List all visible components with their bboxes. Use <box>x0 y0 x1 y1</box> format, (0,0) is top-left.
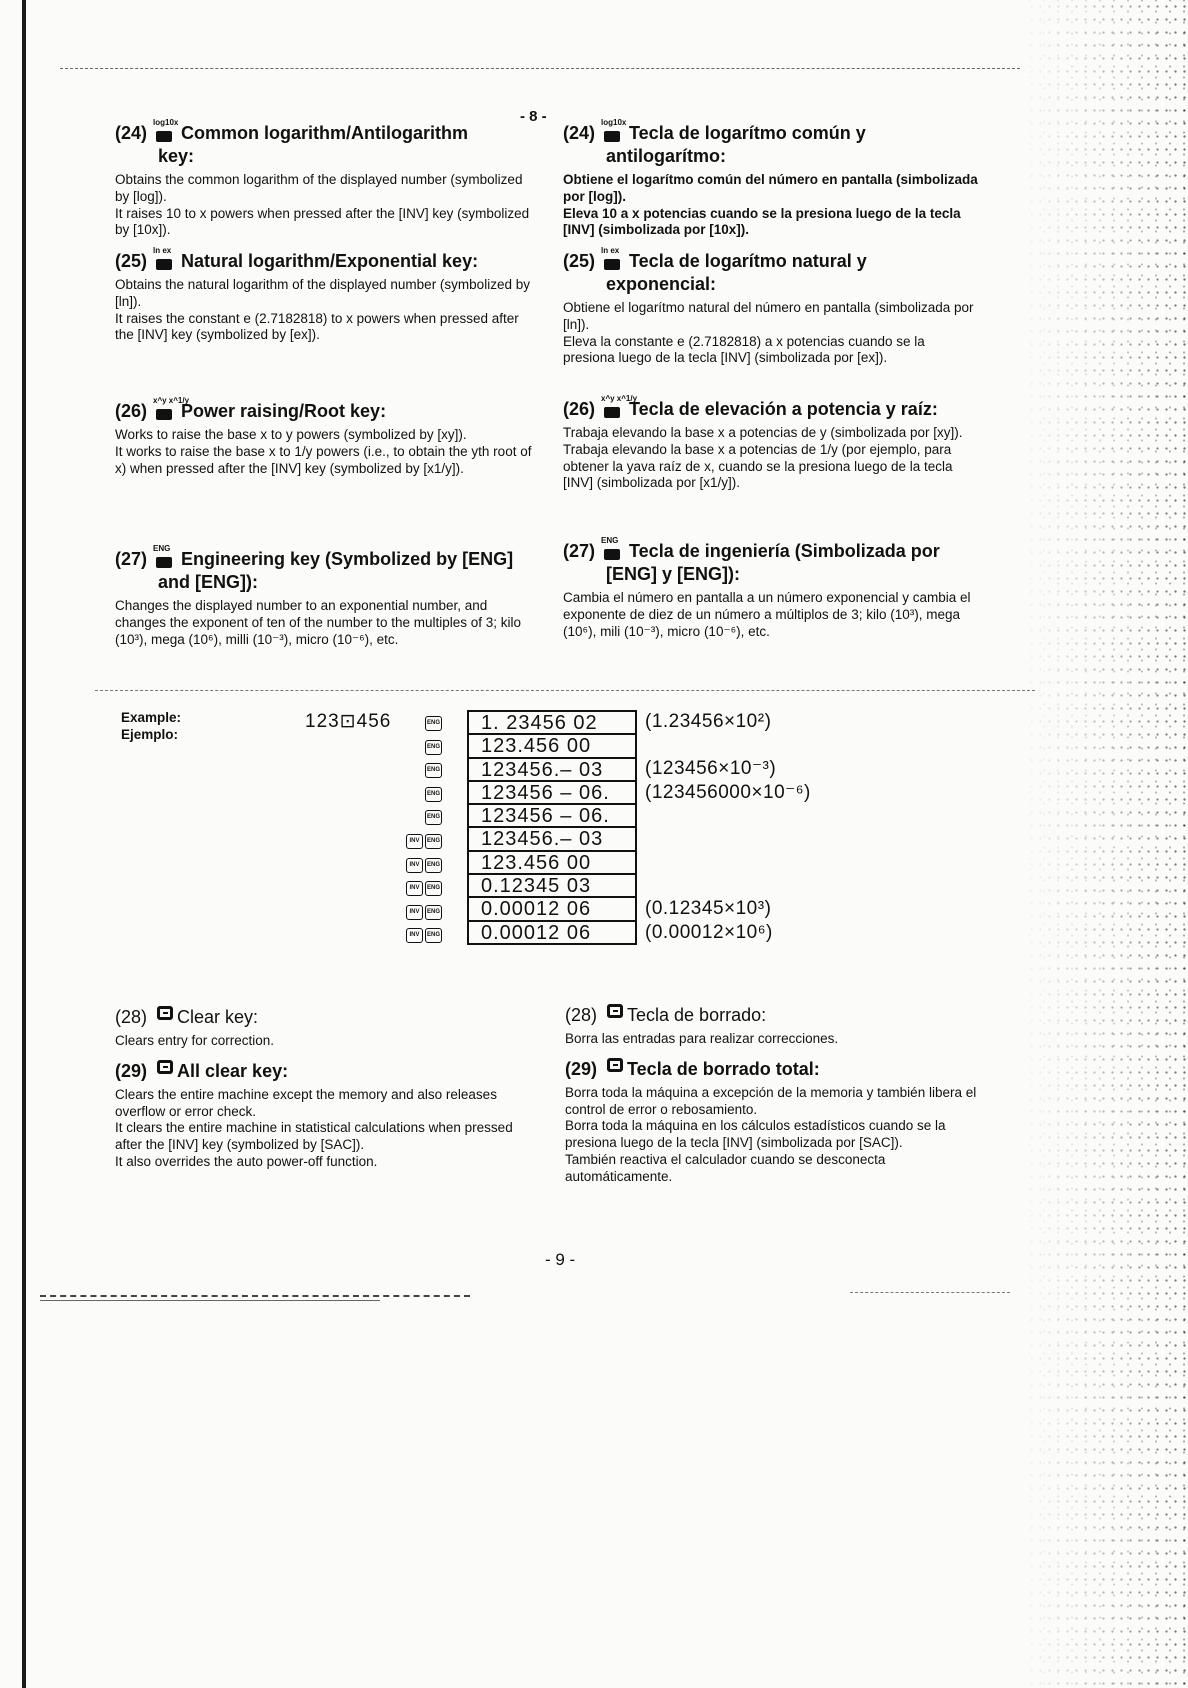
paragraph: Clears the entire machine except the memory and also releases overflow or error check. <box>115 1086 497 1119</box>
display-row: 0.00012 06 <box>469 922 635 945</box>
display-row: 123.456 00 <box>469 852 635 875</box>
section-title: Common logarithm/Antilogarithm <box>181 123 469 143</box>
section-title: Tecla de borrado total: <box>627 1058 820 1079</box>
section-heading <box>115 118 535 145</box>
display-row: 123456 – 06. <box>469 805 635 828</box>
display-row: 123.456 00 <box>469 735 635 758</box>
section-title: Power raising/Root key: <box>181 401 387 421</box>
paragraph: Borra toda la máquina en los cálculos estadísticos cuando se la presiona luego de la tecla [INV] (simbolizada por [SAC]). <box>565 1118 946 1151</box>
eng-key-icon: ENG <box>425 787 442 802</box>
paragraph: Trabaja elevando la base x a potencias de 1/y (por ejemplo, para obtener la yava raíz de x, cuando se la presiona luego de la tecla [INV] (simbolizada por [x1/y]). <box>563 441 953 491</box>
clear-key-icon <box>607 1004 623 1018</box>
paragraph: It works to raise the base x to 1/y powers (i.e., to obtain the yth root of x) when pressed after the [INV] key (symbolized by [x1/y]). <box>115 443 532 476</box>
eng-key-icon: ENG <box>425 881 442 896</box>
section-title-cont: exponencial: <box>606 274 717 294</box>
inv-key-icon: INV <box>406 858 423 873</box>
paragraph: It raises the constant e (2.7182818) to x powers when pressed after the [INV] key (symbolized by [ex]). <box>115 310 519 343</box>
page-number-bottom: - 9 - <box>545 1250 576 1269</box>
eng-key-icon: ENG <box>153 548 175 570</box>
eng-key-icon: ENG <box>425 905 442 920</box>
ln-key-icon: ln ex <box>601 250 623 272</box>
display-readout-table <box>467 710 637 945</box>
inv-key-icon: INV <box>406 905 423 920</box>
section-title: Engineering key (Symbolized by [ENG] <box>181 549 514 569</box>
section-26-en <box>115 396 535 477</box>
eng-key-icon: ENG <box>425 810 442 825</box>
section-title: Clear key: <box>177 1007 259 1027</box>
section-25-es <box>563 246 978 367</box>
section-number: (29) <box>565 1058 598 1079</box>
example-label: Example: <box>121 710 182 725</box>
eng-key-icon: ENG <box>425 928 442 943</box>
inv-key-icon: INV <box>406 881 423 896</box>
section-title: Tecla de borrado: <box>627 1005 767 1025</box>
display-row: 0.12345 03 <box>469 875 635 898</box>
section-number: (28) <box>565 1005 598 1025</box>
page-number-top: - 8 - <box>520 108 547 125</box>
display-row: 1. 23456 02 <box>469 712 635 735</box>
display-row: 123456 – 06. <box>469 782 635 805</box>
clear-key-icon <box>157 1006 173 1020</box>
ln-key-icon: ln ex <box>153 250 175 272</box>
section-title: Tecla de logarítmo natural y <box>629 251 867 271</box>
paragraph: Borra las entradas para realizar correcciones. <box>565 1031 839 1046</box>
section-24-en <box>115 118 535 239</box>
section-title-cont: and [ENG]): <box>158 572 258 592</box>
power-key-icon: x^y x^1/y <box>601 398 623 420</box>
eng-key-icon: ENG <box>601 540 623 562</box>
scan-speckle <box>1018 0 1188 1688</box>
display-row: 123456.– 03 <box>469 828 635 851</box>
section-title: Tecla de logarítmo común y <box>629 123 866 143</box>
paragraph: It also overrides the auto power-off function. <box>115 1153 378 1169</box>
paragraph: Works to raise the base x to y powers (symbolized by [xy]). <box>115 427 467 442</box>
section-number: (27) <box>563 541 596 561</box>
section-number: (27) <box>115 549 148 569</box>
page-edge <box>22 0 26 1688</box>
result-note: (123456×10⁻³) <box>645 758 777 779</box>
result-note: (0.00012×10⁶) <box>645 922 773 943</box>
paragraph: Obtiene el logarítmo natural del número en pantalla (simbolizada por [ln]). <box>563 300 974 332</box>
section-title: Tecla de elevación a potencia y raíz: <box>629 399 938 419</box>
section-number: (26) <box>563 399 596 419</box>
eng-key-icon: ENG <box>425 834 442 849</box>
section-title: Tecla de ingeniería (Simbolizada por <box>629 541 940 561</box>
display-row: 0.00012 06 <box>469 898 635 921</box>
section-number: (29) <box>115 1060 148 1081</box>
paragraph: Changes the displayed number to an exponential number, and changes the exponent of ten of the number to the multiples of 3; kilo (10³), mega (10⁶), milli (10⁻³), micro (10⁻⁶), etc. <box>115 598 522 647</box>
section-title-cont: [ENG] y [ENG]): <box>606 564 740 584</box>
section-27-es <box>563 536 978 640</box>
example-divider <box>95 690 1035 691</box>
paragraph: Borra toda la máquina a excepción de la memoria y también libera el control de error o rebosamiento. <box>565 1084 977 1117</box>
eng-key-icon: ENG <box>425 858 442 873</box>
log-key-icon: log10x <box>601 122 623 144</box>
inv-key-icon: INV <box>406 928 423 943</box>
paragraph: Obtiene el logarítmo común del número en pantalla (simbolizada por [log]). <box>563 172 978 204</box>
section-title: All clear key: <box>177 1060 289 1081</box>
all-clear-key-icon <box>157 1060 173 1074</box>
inv-key-icon: INV <box>406 834 423 849</box>
eng-key-icon: ENG <box>425 716 442 731</box>
section-number: (25) <box>115 251 148 271</box>
result-note: (1.23456×10²) <box>645 711 772 732</box>
spanish-lower <box>565 1004 980 1186</box>
paragraph: Eleva 10 a x potencias cuando se la presiona luego de la tecla [INV] (simbolizada por [10x]). <box>563 205 961 238</box>
bottom-rule-right <box>850 1292 1010 1293</box>
english-lower <box>115 1006 535 1171</box>
paragraph: También reactiva el calculador cuando se desconecta automáticamente. <box>565 1151 886 1184</box>
display-row: 123456.– 03 <box>469 759 635 782</box>
result-note: (123456000×10⁻⁶) <box>645 782 811 803</box>
section-title-cont: key: <box>158 146 195 166</box>
paragraph: It raises 10 to x powers when pressed after the [INV] key (symbolized by [10x]). <box>115 205 530 238</box>
paragraph: It clears the entire machine in statistical calculations when pressed after the [INV] key (symbolized by [SAC]). <box>115 1120 513 1153</box>
bottom-rule-left-2 <box>40 1300 380 1301</box>
all-clear-key-icon <box>607 1058 623 1072</box>
paragraph: Clears entry for correction. <box>115 1033 275 1048</box>
section-24-es <box>563 118 978 239</box>
section-number: (25) <box>563 251 596 271</box>
paragraph: Trabaja elevando la base x a potencias de y (simbolizada por [xy]). <box>563 425 963 440</box>
eng-key-icon: ENG <box>425 740 442 755</box>
section-number: (24) <box>115 123 148 143</box>
section-number: (28) <box>115 1007 148 1027</box>
paragraph: Obtains the natural logarithm of the displayed number (symbolized by [ln]). <box>115 277 530 309</box>
paragraph: Obtains the common logarithm of the displayed number (symbolized by [log]). <box>115 172 523 204</box>
bottom-rule-left <box>40 1295 470 1297</box>
section-title-cont: antilogarítmo: <box>606 146 726 166</box>
eng-key-icon: ENG <box>425 763 442 778</box>
power-key-icon: x^y x^1/y <box>153 400 175 422</box>
section-26-es <box>563 394 978 492</box>
section-title: Natural logarithm/Exponential key: <box>181 251 479 271</box>
example-input: 123⊡456 <box>305 711 392 732</box>
ejemplo-label: Ejemplo: <box>121 727 179 742</box>
example-key-column <box>392 711 442 947</box>
top-rule <box>60 68 1020 69</box>
log-key-icon: log10x <box>153 122 175 144</box>
section-25-en <box>115 246 535 344</box>
result-note: (0.12345×10³) <box>645 898 772 919</box>
paragraph: Cambia el número en pantalla a un número exponencial y cambia el exponente de diez de un número a múltiplos de 3; kilo (10³), mega (10⁶), mili (10⁻³), micro (10⁻⁶), etc. <box>563 590 971 639</box>
section-number: (24) <box>563 123 596 143</box>
section-number: (26) <box>115 401 148 421</box>
section-27-en <box>115 544 535 648</box>
paragraph: Eleva la constante e (2.7182818) a x potencias cuando se la presiona luego de la tecla [INV] (simbolizada por [ex]). <box>563 333 925 366</box>
